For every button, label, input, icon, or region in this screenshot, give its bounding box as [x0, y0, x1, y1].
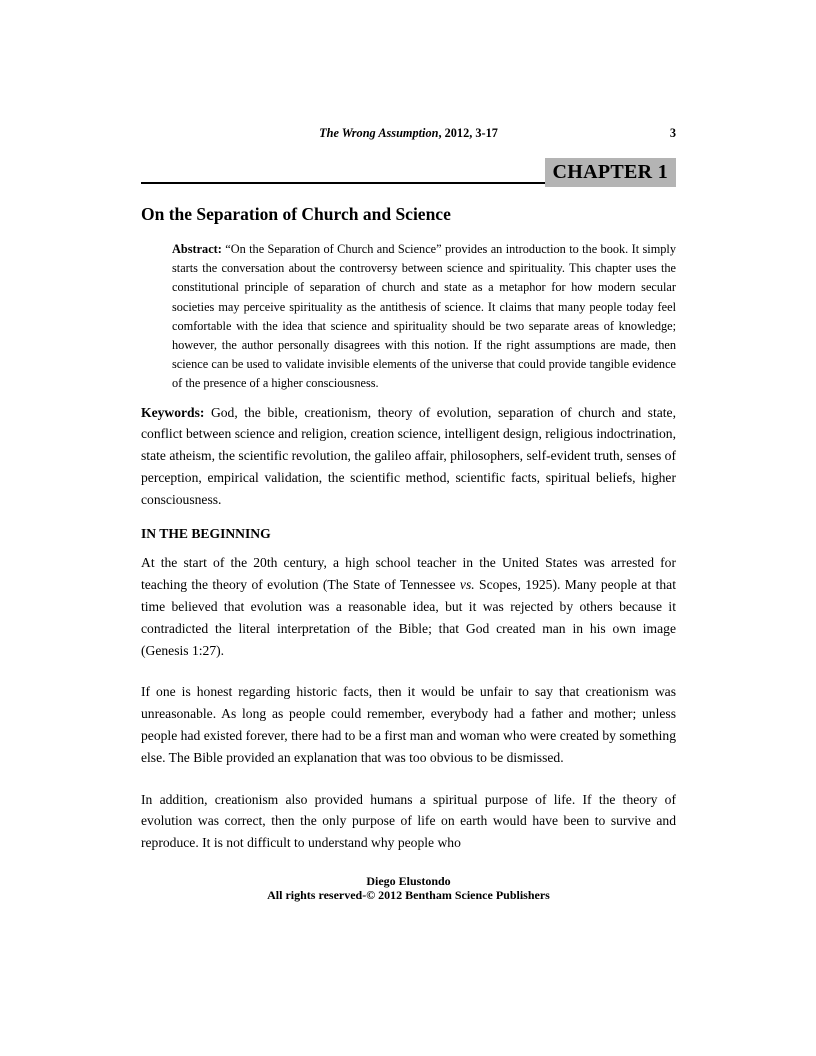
- abstract-paragraph: [172, 240, 676, 394]
- footer-author: Diego Elustondo: [366, 873, 451, 888]
- chapter-banner: CHAPTER 1: [545, 158, 676, 187]
- paragraph-1-pre: At the start of the 20th century, a high school teacher in the United States was arrested for teaching the theory of evolution (The State of Tennessee: [141, 555, 676, 593]
- keywords-label: Keywords:: [141, 404, 205, 420]
- paragraph-3: In addition, creationism also provided humans a spiritual purpose of life. If the theory of evolution was correct, then the only purpose of life on earth would have been to survive and reproduce. It is not difficult to understand why people who: [141, 791, 676, 851]
- chapter-title: On the Separation of Church and Science: [141, 204, 451, 224]
- page-content: [141, 126, 676, 902]
- running-title-rest: , 2012, 3-17: [438, 126, 498, 140]
- keywords-paragraph: [141, 402, 676, 511]
- paragraph-1: [141, 552, 676, 661]
- paragraph-1-post: Scopes, 1925). Many people at that time believed that evolution was a reasonable idea, but it was rejected by others because it contradicted the literal interpretation of the Bible; that God created man in his own image (Genesis 1:27).: [141, 577, 676, 658]
- abstract-text: “On the Separation of Church and Science” provides an introduction to the book. It simply starts the conversation about the controversy between science and spirituality. This chapter uses the constitutional principle of separation of church and state as a metaphor for how modern secular societies may perceive spirituality as the antithesis of science. It claims that many people today feel comfortable with the idea that science and spirituality should be two separate areas of knowledge; however, the author personally disagrees with this notion. If the right assumptions are made, then science can be used to validate invisible elements of the universe that could provide tangible evidence of the presence of a higher consciousness.: [172, 242, 676, 391]
- paragraph-1-italic-vs: vs.: [459, 577, 475, 593]
- paragraph-2: If one is honest regarding historic facts, then it would be unfair to say that creationism was unreasonable. As long as people could remember, everybody had a father and mother; unless people had existed forever, there had to be a first man and woman who were created by something else. The Bible provided an explanation that was too obvious to be dismissed.: [141, 684, 676, 765]
- book-title-italic: The Wrong Assumption: [319, 126, 439, 140]
- chapter-banner-row: [141, 153, 676, 187]
- page-footer: [141, 874, 676, 902]
- journal-reference: [319, 126, 498, 140]
- footer-rights: All rights reserved-© 2012 Bentham Science Publishers: [267, 887, 550, 902]
- keywords-text: God, the bible, creationism, theory of evolution, separation of church and state, conflict between science and religion, creation science, intelligent design, religious indoctrination, state atheism, the scientific revolution, the galileo affair, philosophers, self-evident truth, senses of perception, empirical validation, the scientific method, scientific facts, spiritual beliefs, higher consciousness.: [141, 404, 676, 507]
- page-number: 3: [669, 126, 676, 140]
- section-heading: IN THE BEGINNING: [141, 525, 271, 541]
- running-header: [141, 126, 676, 141]
- abstract-label: Abstract:: [172, 242, 222, 256]
